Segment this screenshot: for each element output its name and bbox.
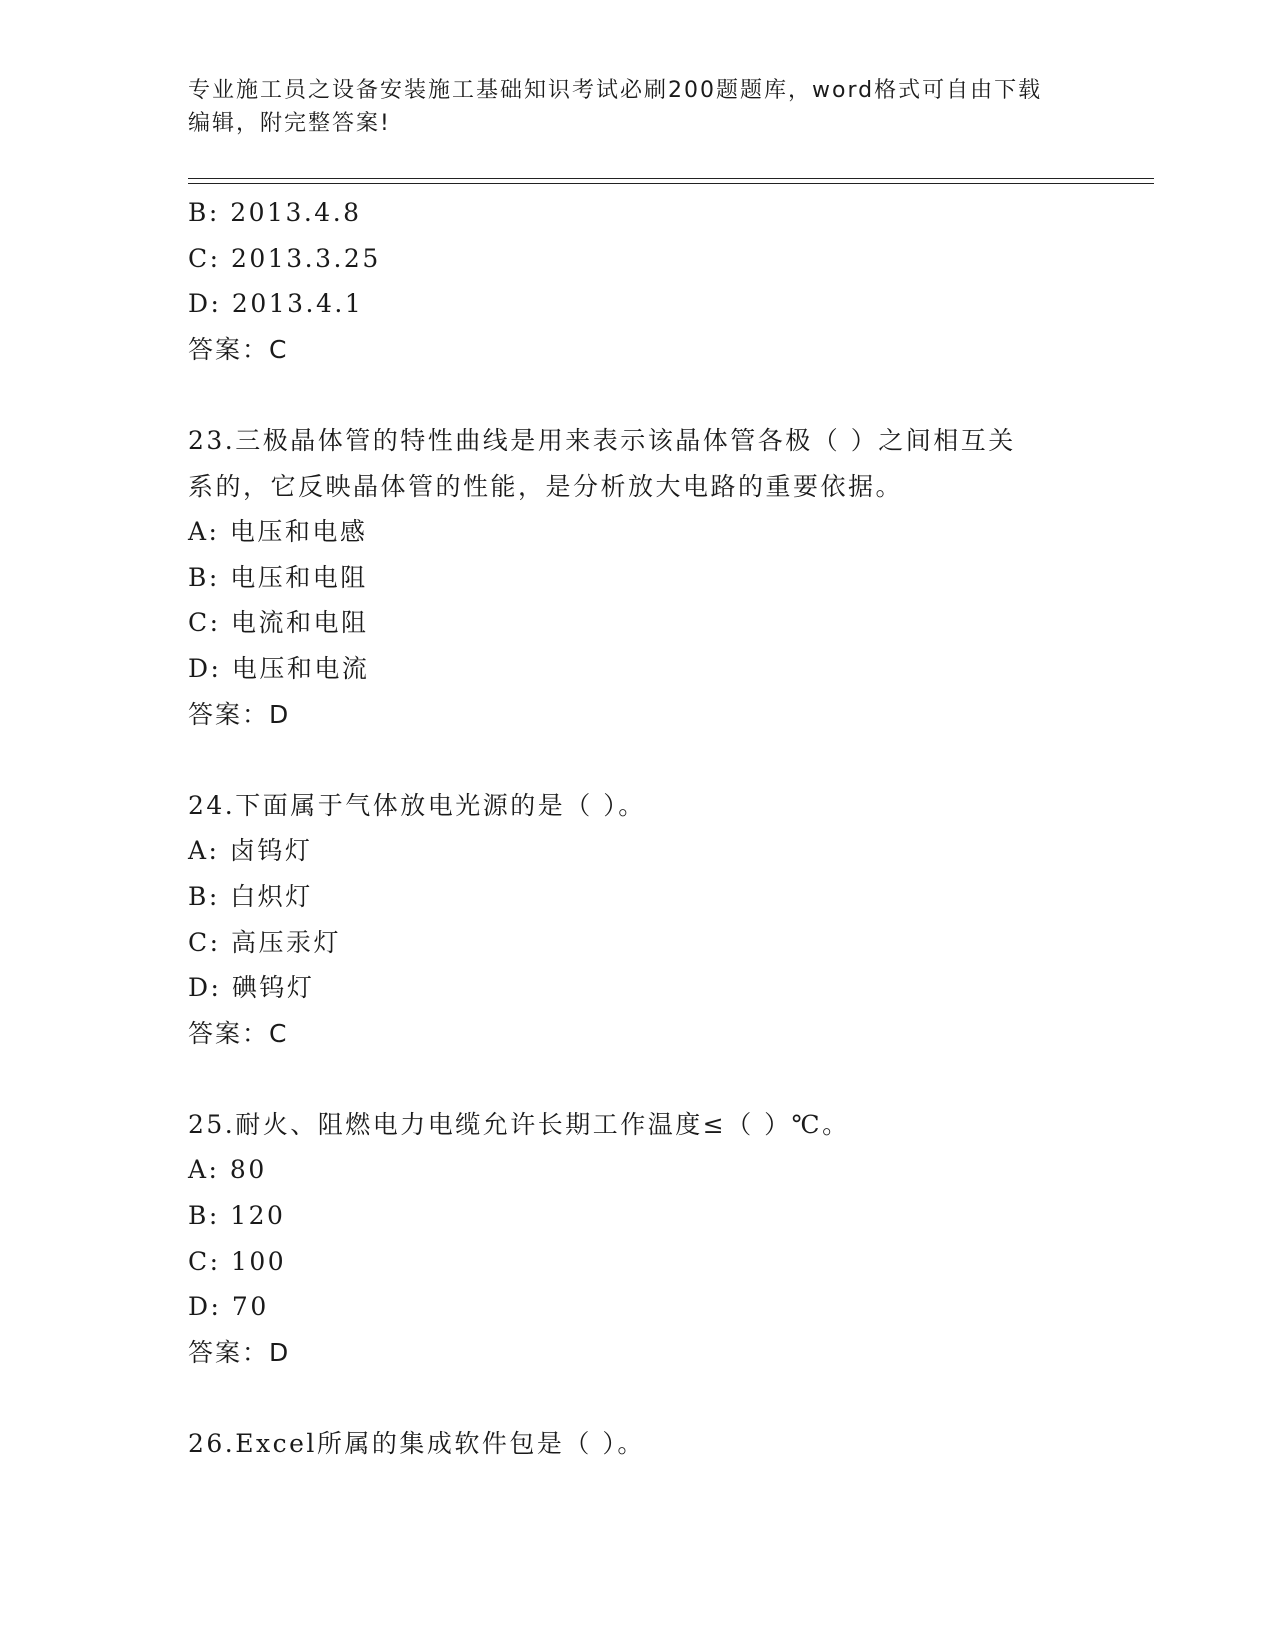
question-23 xyxy=(188,418,1088,737)
option-c: C: 电流和电阻 xyxy=(188,608,369,638)
answer-label: 答案：C xyxy=(188,1018,289,1048)
option-d: D: 碘钨灯 xyxy=(188,973,315,1003)
option-c: C: 2013.3.25 xyxy=(188,243,381,273)
option-b: B: 2013.4.8 xyxy=(188,198,362,227)
question-26 xyxy=(188,1421,1088,1467)
option-c: C: 高压汞灯 xyxy=(188,927,341,957)
question-spacer xyxy=(188,372,1088,418)
question-25 xyxy=(188,1102,1088,1376)
question-22-tail xyxy=(188,190,1088,372)
header-rule-top xyxy=(188,178,1154,179)
header-title-line-2: 编辑，附完整答案! xyxy=(188,111,391,136)
option-c: C: 100 xyxy=(188,1246,287,1276)
question-stem-continued: 系的，它反映晶体管的性能，是分析放大电路的重要依据。 xyxy=(188,471,904,501)
option-d: D: 电压和电流 xyxy=(188,653,370,683)
document-header xyxy=(188,74,1088,140)
question-spacer xyxy=(188,737,1088,783)
option-b: B: 120 xyxy=(188,1201,286,1231)
option-d: D: 70 xyxy=(188,1292,269,1322)
header-title-line-1: 专业施工员之设备安装施工基础知识考试必刷200题题库，word格式可自由下载 xyxy=(188,78,1043,103)
option-a: A: 电压和电感 xyxy=(188,517,368,547)
question-stem: 24.下面属于气体放电光源的是（ ）。 xyxy=(188,790,646,820)
question-spacer xyxy=(188,1375,1088,1421)
option-b: B: 电压和电阻 xyxy=(188,562,368,592)
answer-label: 答案：D xyxy=(188,1337,291,1367)
question-list xyxy=(188,190,1088,1467)
question-stem: 25.耐火、阻燃电力电缆允许长期工作温度≤（ ）℃。 xyxy=(188,1109,850,1139)
option-d: D: 2013.4.1 xyxy=(188,289,364,319)
question-stem: 26.Excel所属的集成软件包是（ ）。 xyxy=(188,1429,645,1459)
option-a: A: 80 xyxy=(188,1155,267,1185)
question-24 xyxy=(188,783,1088,1057)
question-stem: 23.三极晶体管的特性曲线是用来表示该晶体管各极（ ）之间相互关 xyxy=(188,425,1016,455)
option-b: B: 白炽灯 xyxy=(188,881,313,911)
answer-label: 答案：D xyxy=(188,699,291,729)
header-rule-bottom xyxy=(188,183,1154,184)
option-a: A: 卤钨灯 xyxy=(188,836,313,866)
question-spacer xyxy=(188,1056,1088,1102)
answer-label: 答案：C xyxy=(188,334,289,364)
